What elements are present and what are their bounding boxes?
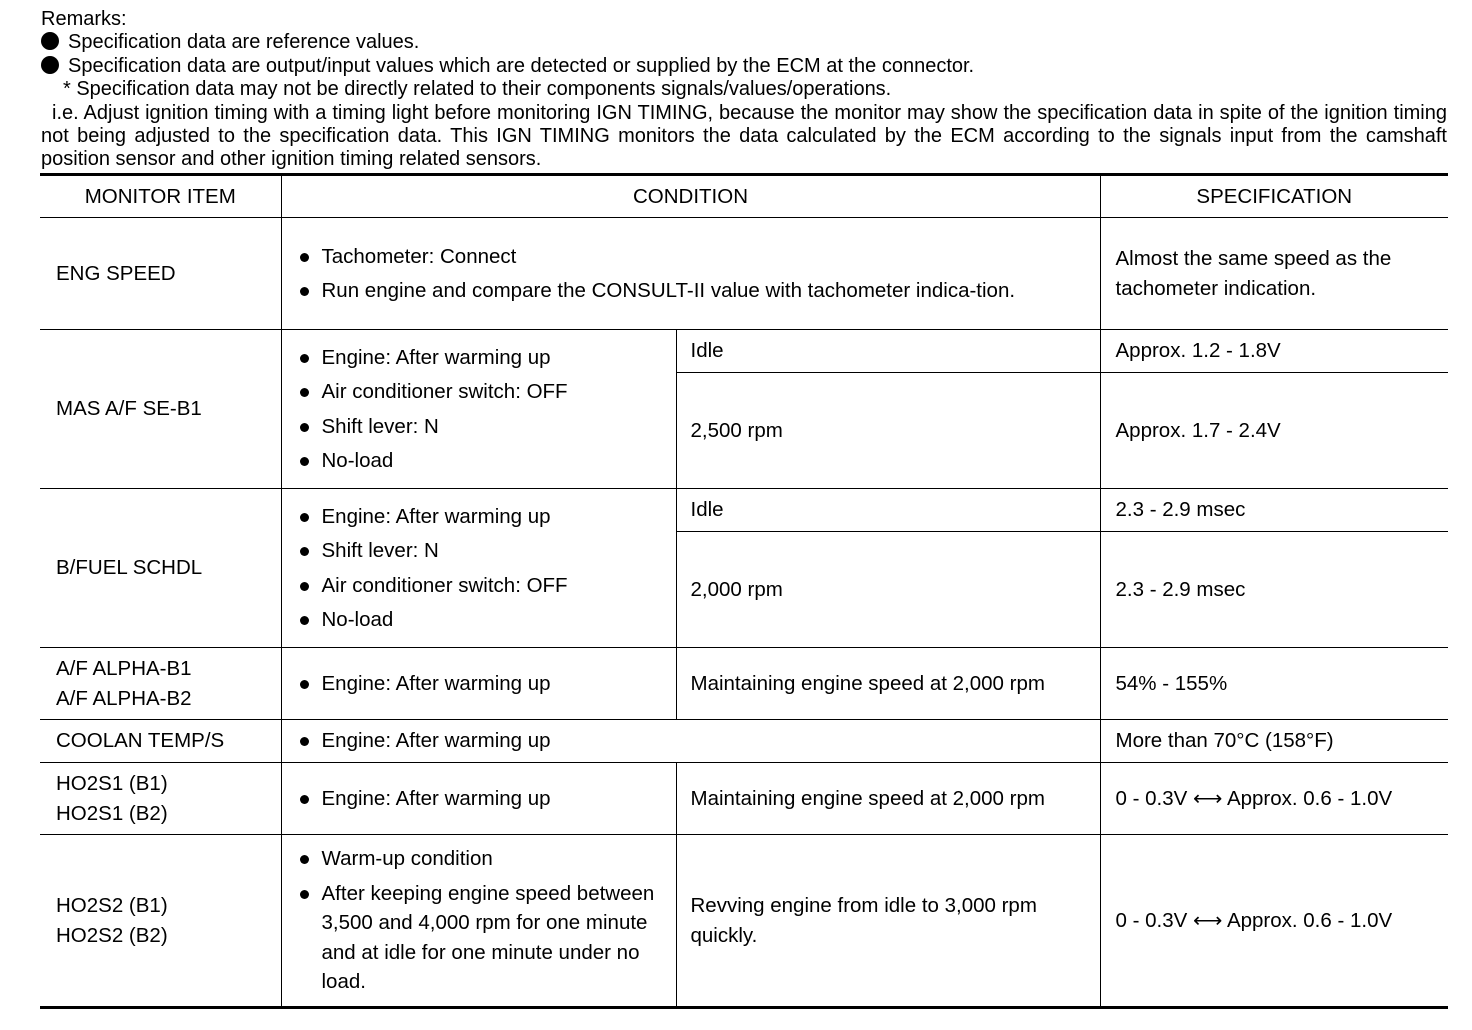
- table-row: [40, 835, 1448, 1008]
- header-specification: SPECIFICATION: [1100, 175, 1448, 218]
- bullet-icon: [41, 32, 59, 50]
- condition-bullet: After keeping engine speed between 3,500 and 4,000 rpm for one minute and at idle for one minute under no load.: [298, 879, 666, 997]
- condition-bullet: Engine: After warming up: [298, 502, 666, 532]
- condition-bullet: Warm-up condition: [298, 844, 666, 874]
- condition-bullet: Run engine and compare the CONSULT-II value with tachometer indica-tion.: [298, 276, 1090, 306]
- table-header-row: [40, 175, 1448, 218]
- table-row: [40, 763, 1448, 835]
- monitor-item-cell: MAS A/F SE-B1: [40, 330, 281, 489]
- condition-bullet: Engine: After warming up: [298, 726, 1090, 756]
- header-condition: CONDITION: [281, 175, 1100, 218]
- specification-cell: More than 70°C (158°F): [1100, 720, 1448, 763]
- table-row: [40, 720, 1448, 763]
- remarks-bullet-text: Specification data are output/input values which are detected or supplied by the ECM at the connector.: [68, 54, 975, 77]
- table-row: [40, 330, 1448, 373]
- condition-bullet: No-load: [298, 605, 666, 635]
- condition-cell: [281, 330, 676, 489]
- condition-bullet: No-load: [298, 446, 666, 476]
- condition-cell: [281, 835, 676, 1008]
- remarks-example: i.e. Adjust ignition timing with a timing light before monitoring IGN TIMING, because the monitor may show the specification data in spite of the ignition timing not being adjusted to the specification data. This IGN TIMING monitors the data calculated by the ECM according to the signals input from the camshaft position sensor and other ignition timing related sensors.: [41, 101, 1447, 171]
- condition-bullet: Shift lever: N: [298, 536, 666, 566]
- state-cell: Maintaining engine speed at 2,000 rpm: [676, 648, 1100, 720]
- monitor-item-cell: [40, 835, 281, 1008]
- monitor-item-cell: COOLAN TEMP/S: [40, 720, 281, 763]
- specification-cell: 54% - 155%: [1100, 648, 1448, 720]
- condition-bullet: Tachometer: Connect: [298, 242, 1090, 272]
- specification-cell: 0 - 0.3V ⟷ Approx. 0.6 - 1.0V: [1100, 763, 1448, 835]
- condition-cell: [281, 489, 676, 648]
- remarks-bullet: [41, 31, 1447, 54]
- monitor-item-line: HO2S2 (B1): [56, 894, 168, 917]
- condition-bullet: Shift lever: N: [298, 412, 666, 442]
- monitor-item-line: HO2S2 (B2): [56, 923, 168, 947]
- condition-cell: [281, 720, 1100, 763]
- state-cell: 2,000 rpm: [676, 532, 1100, 648]
- state-cell: Idle: [676, 489, 1100, 532]
- monitor-item-cell: ENG SPEED: [40, 218, 281, 330]
- header-monitor-item: MONITOR ITEM: [40, 175, 281, 218]
- remarks-note: * Specification data may not be directly related to their components signals/values/operations.: [63, 78, 892, 101]
- specification-cell: 0 - 0.3V ⟷ Approx. 0.6 - 1.0V: [1100, 835, 1448, 1008]
- condition-bullet: Air conditioner switch: OFF: [298, 377, 666, 407]
- specification-cell: 2.3 - 2.9 msec: [1100, 489, 1448, 532]
- remarks-bullet: [41, 55, 1447, 78]
- monitor-item-line: A/F ALPHA-B2: [56, 686, 192, 710]
- monitor-item-line: A/F ALPHA-B1: [56, 657, 192, 680]
- monitor-spec-table: [40, 173, 1448, 1009]
- specification-cell: 2.3 - 2.9 msec: [1100, 532, 1448, 648]
- specification-cell: Approx. 1.2 - 1.8V: [1100, 330, 1448, 373]
- state-cell: Maintaining engine speed at 2,000 rpm: [676, 763, 1100, 835]
- state-cell: Idle: [676, 330, 1100, 373]
- condition-bullet: Engine: After warming up: [298, 669, 666, 699]
- remarks-bullet-text: Specification data are reference values.: [68, 31, 420, 54]
- monitor-item-cell: [40, 648, 281, 720]
- remarks-section: [41, 8, 1447, 172]
- monitor-item-cell: B/FUEL SCHDL: [40, 489, 281, 648]
- specification-cell: Approx. 1.7 - 2.4V: [1100, 373, 1448, 489]
- table-row: [40, 218, 1448, 330]
- table-row: [40, 648, 1448, 720]
- condition-bullet: Engine: After warming up: [298, 784, 666, 814]
- specification-cell: Almost the same speed as the tachometer indication.: [1100, 218, 1448, 330]
- state-cell: Revving engine from idle to 3,000 rpm quickly.: [676, 835, 1100, 1008]
- monitor-item-line: HO2S1 (B2): [56, 801, 168, 825]
- remarks-title: Remarks:: [41, 8, 127, 30]
- condition-bullet: Air conditioner switch: OFF: [298, 571, 666, 601]
- state-cell: 2,500 rpm: [676, 373, 1100, 489]
- table-row: [40, 489, 1448, 532]
- condition-cell: [281, 218, 1100, 330]
- condition-cell: [281, 763, 676, 835]
- monitor-item-line: HO2S1 (B1): [56, 772, 168, 795]
- condition-cell: [281, 648, 676, 720]
- monitor-item-cell: [40, 763, 281, 835]
- bullet-icon: [41, 56, 59, 74]
- condition-bullet: Engine: After warming up: [298, 343, 666, 373]
